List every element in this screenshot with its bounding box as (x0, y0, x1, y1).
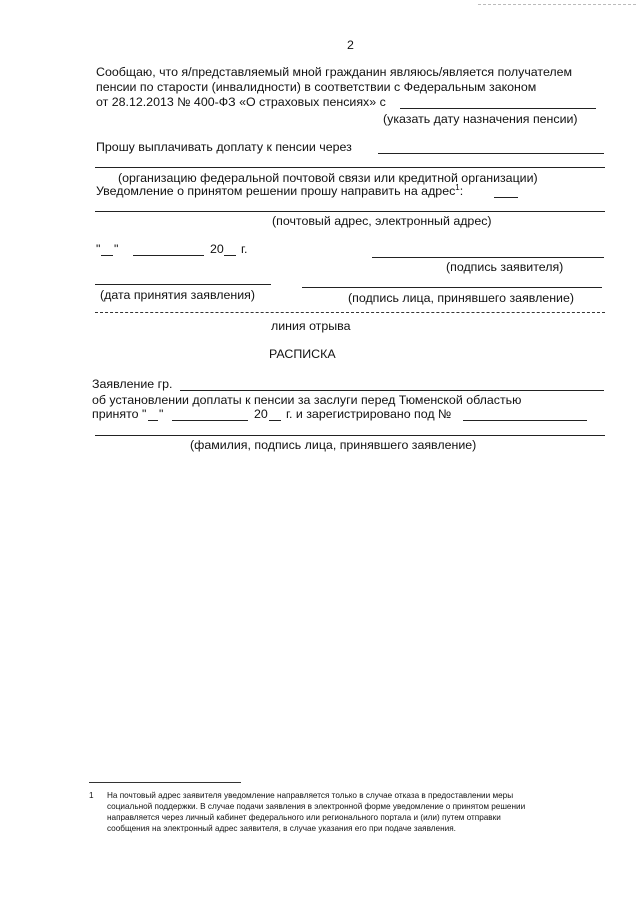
acceptor-signature-caption: (подпись лица, принявшего заявление) (348, 291, 574, 305)
notification-address-field-1[interactable] (494, 197, 518, 198)
receipt-year-prefix: 20 (254, 407, 268, 421)
receipt-line-2: об установлении доплаты к пенсии за заслуги перед Тюменской областью (92, 393, 522, 407)
receipt-day-field[interactable] (148, 420, 158, 421)
footnote-ref: 1 (455, 182, 460, 192)
receipt-acceptor-field[interactable] (95, 435, 605, 436)
footnote-line-3: направляется через личный кабинет федерального или регионального портала и (или) путем отправки (107, 813, 501, 822)
statement-line-1: Сообщаю, что я/представляемый мной гражданин являюсь/является получателем (96, 65, 573, 79)
date-quote-close: " (114, 242, 119, 256)
acceptor-signature-field[interactable] (302, 287, 602, 288)
date-day-field[interactable] (101, 255, 113, 256)
receipt-registration-number-field[interactable] (463, 420, 587, 421)
acceptance-date-caption: (дата принятия заявления) (100, 288, 255, 302)
footnote-number: 1 (89, 791, 94, 800)
footnote-line-4: сообщения на электронный адрес заявителя, в случае указания его при подаче заявления. (107, 824, 456, 833)
receipt-title: РАСПИСКА (269, 347, 336, 361)
date-year-prefix: 20 (210, 242, 224, 256)
tear-line (95, 312, 605, 313)
date-year-field[interactable] (224, 255, 236, 256)
receipt-year-field[interactable] (269, 420, 281, 421)
receipt-month-field[interactable] (172, 420, 248, 421)
receipt-applicant-name-field[interactable] (180, 390, 604, 391)
applicant-signature-caption: (подпись заявителя) (446, 260, 564, 274)
receipt-acceptor-caption: (фамилия, подпись лица, принявшего заявление) (190, 438, 477, 452)
receipt-quote-close: " (159, 407, 164, 421)
statement-line-2: пенсии по старости (инвалидности) в соответствии с Федеральным законом (96, 80, 537, 94)
footnote-line-1: На почтовый адрес заявителя уведомление направляется только в случае отказа в предоставлении меры (107, 791, 514, 800)
payment-text: Прошу выплачивать доплату к пенсии через (96, 140, 352, 154)
applicant-signature-field[interactable] (372, 257, 604, 258)
notification-colon: : (459, 184, 464, 198)
receipt-line-3-prefix: принято " (92, 407, 147, 421)
pension-date-field[interactable] (400, 108, 596, 109)
date-month-field[interactable] (133, 255, 204, 256)
date-quote-open: " (96, 242, 101, 256)
receipt-line-3-suffix: г. и зарегистрировано под № (286, 407, 452, 421)
notification-address-field-2[interactable] (95, 211, 605, 212)
date-year-suffix: г. (241, 242, 248, 256)
notification-label: Уведомление о принятом решении прошу направить на адрес (96, 184, 456, 198)
receipt-line-1: Заявление гр. (92, 377, 173, 391)
pension-date-caption: (указать дату назначения пенсии) (383, 112, 578, 126)
acceptance-date-field[interactable] (95, 284, 271, 285)
notification-text (96, 184, 463, 198)
page-number: 2 (347, 38, 354, 52)
statement-line-3: от 28.12.2013 № 400-ФЗ «О страховых пенсиях» с (96, 95, 386, 109)
scan-edge-mark (478, 4, 636, 5)
tear-line-label: линия отрыва (271, 319, 351, 333)
payment-org-field-2[interactable] (95, 167, 605, 168)
payment-org-field-1[interactable] (378, 153, 604, 154)
address-caption: (почтовый адрес, электронный адрес) (272, 214, 492, 228)
footnote-line-2: социальной поддержки. В случае подачи заявления в электронной форме уведомление о принятом решении (107, 802, 526, 811)
footnote-separator (89, 782, 241, 783)
payment-org-caption: (организацию федеральной почтовой связи или кредитной организации) (118, 171, 538, 185)
